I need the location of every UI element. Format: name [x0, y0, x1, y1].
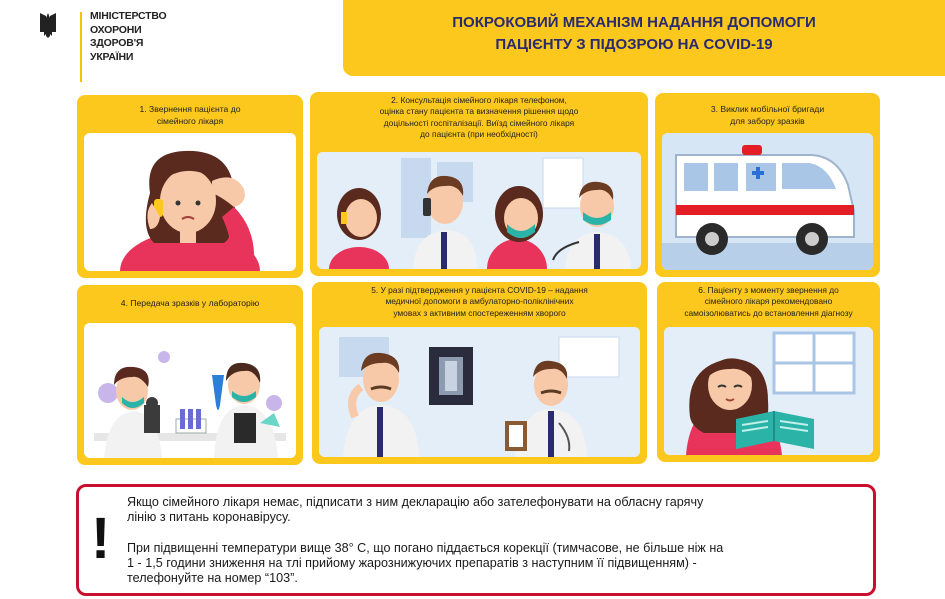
doctor-consult-illustration: [317, 152, 641, 269]
lab-illustration: [84, 323, 296, 458]
doctors-xray-illustration: [319, 327, 640, 457]
step-card-3: [655, 93, 880, 277]
ambulance-illustration: [662, 133, 873, 270]
notice-paragraph-2: При підвищенні температури вище 38° С, що погано піддається корекції (тимчасове, не більше ніж на 1 - 1,5 години зниження на тлі прийому жарознижуючих препаратів з наступним її підвищенням) - телефонуйте на номер “103”.: [127, 541, 724, 585]
ministry-name: МІНІСТЕРСТВО ОХОРОНИ ЗДОРОВ'Я УКРАЇНИ: [90, 10, 167, 63]
step-card-4: [77, 285, 303, 465]
patient-call-illustration: [84, 133, 296, 271]
step-5-text: 5. У разі підтвердження у пацієнта COVID-19 – надання медичної допомоги в амбулаторно-поліклінічних умовах з активним спостереженням хворого: [371, 285, 588, 318]
exclamation-icon: !: [91, 506, 111, 571]
page-title: ПОКРОКОВИЙ МЕХАНІЗМ НАДАННЯ ДОПОМОГИ ПАЦІЄНТУ З ПІДОЗРОЮ НА COVID-19: [452, 14, 816, 53]
warning-notice: [76, 484, 876, 596]
step-1-text: 1. Звернення пацієнта до сімейного лікаря: [139, 104, 241, 126]
step-card-2: [310, 92, 648, 276]
logo-divider: [80, 12, 82, 82]
ministry-logo: [30, 10, 167, 80]
step-card-1: [77, 95, 303, 278]
notice-paragraph-1: Якщо сімейного лікаря немає, підписати з ним декларацію або зателефонувати на обласну гарячу лінію з питань коронавірусу.: [127, 495, 704, 524]
step-card-5: [312, 282, 647, 464]
step-card-6: [657, 282, 880, 462]
self-isolation-illustration: [664, 327, 873, 455]
step-6-text: 6. Пацієнту з моменту звернення до сімейного лікаря рекомендовано самоізолюватись до встановлення діагнозу: [684, 285, 853, 318]
step-4-text: 4. Передача зразків у лабораторію: [120, 298, 260, 308]
title-banner: [343, 0, 945, 76]
trident-icon: [30, 10, 74, 40]
step-3-text: 3. Виклик мобільної бригади для забору зразків: [710, 104, 825, 126]
step-2-text: 2. Консультація сімейного лікаря телефоном, оцінка стану пацієнта та визначення рішення щодо доцільності госпіталізації. Виїзд сімейного лікаря до пацієнта (при необхідності): [379, 95, 579, 140]
